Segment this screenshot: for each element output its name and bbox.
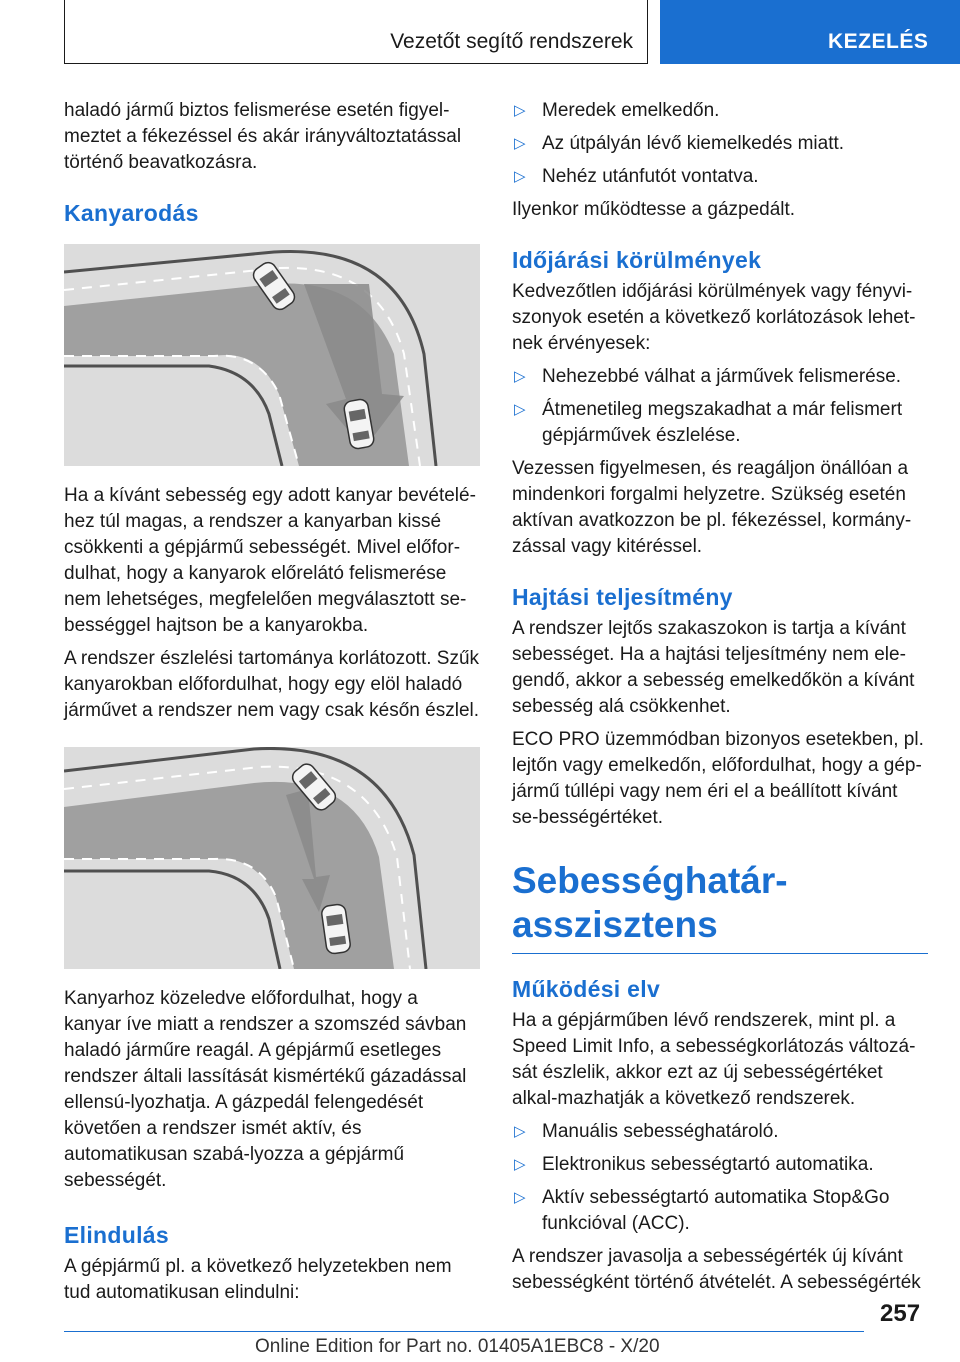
triangle-bullet-icon: ▷	[514, 168, 526, 185]
list-item: ▷ Nehéz utánfutót vontatva.	[512, 164, 928, 190]
triangle-bullet-icon: ▷	[514, 1156, 526, 1173]
triangle-bullet-icon: ▷	[514, 102, 526, 119]
paragraph-adjacent-lane: Kanyarhoz közeledve előfordulhat, hogy a kanyar íve miatt a rendszer a szomszéd sávban haladó járműre reagál. A gépjármű esetleges rendszer általi lassítását kismértékű gázadással ellensú-lyozhatja. A gázpedál felengedését követően a rendszer ismét aktív, és automatikusan szabá-lyozza a gépjármű sebességét.	[64, 988, 467, 1191]
header-frame	[64, 0, 648, 64]
list-weather-limits	[512, 364, 928, 449]
paragraph-suggestion: A rendszer javasolja a sebességérték új kívánt sebességként történő átvételét. A sebességérték	[512, 1246, 921, 1293]
paragraph-principle: Ha a gépjárműben lévő rendszerek, mint pl. a Speed Limit Info, a sebességkorlátozás változá-sát észlelik, akkor ezt az új sebességértéket alkal-mazhatják a következő rendszerek.	[512, 1010, 916, 1109]
section-divider	[512, 953, 928, 954]
list-systems	[512, 1119, 928, 1237]
curve-illustration-2	[64, 747, 480, 969]
heading-idojaras: Időjárási körülmények	[512, 247, 762, 273]
triangle-bullet-icon: ▷	[514, 368, 526, 385]
footer-rule	[64, 1331, 864, 1332]
list-item: ▷ Elektronikus sebességtartó automatika.	[512, 1152, 928, 1178]
list-item: ▷ Nehezebbé válhat a járművek felismerése.	[512, 364, 928, 390]
section-heading-line-1: Sebességhatár-	[512, 860, 788, 901]
paragraph-detection-range: A rendszer észlelési tartománya korlátozott. Szűk kanyarokban előfordulhat, hogy egy elöl haladó járművet a rendszer nem vagy csak későn észlel.	[64, 648, 480, 721]
heading-hajtasi: Hajtási teljesítmény	[512, 584, 733, 610]
curve-illustration-1	[64, 244, 480, 466]
triangle-bullet-icon: ▷	[514, 135, 526, 152]
list-item: ▷ Aktív sebességtartó automatika Stop&Go funkcióval (ACC).	[514, 1187, 890, 1234]
triangle-bullet-icon: ▷	[514, 1123, 526, 1140]
right-column	[512, 98, 928, 1303]
paragraph-power-2: ECO PRO üzemmódban bizonyos esetekben, pl. lejtőn vagy emelkedőn, előfordulhat, hogy a gép-jármű túllépi vagy nem éri el a beállított kívánt se-bességértéket.	[512, 729, 924, 828]
page-number: 257	[880, 1300, 921, 1327]
intro-paragraph: haladó jármű biztos felismerése esetén figyel-meztet a fékezéssel és akár irányváltoztatással történő beavatkozásra.	[64, 100, 462, 173]
list-item: ▷ Az útpályán lévő kiemelkedés miatt.	[512, 131, 928, 157]
paragraph-weather: Kedvezőtlen időjárási körülmények vagy fényvi-szonyok esetén a következő korlátozások lehet-nek érvényesek:	[512, 281, 916, 354]
chapter-tab	[660, 0, 960, 64]
heading-elindulas: Elindulás	[64, 1222, 169, 1248]
paragraph-use-pedal: Ilyenkor működtesse a gázpedált.	[512, 199, 796, 220]
list-item: ▷ Meredek emelkedőn.	[512, 98, 928, 124]
section-title: Vezetőt segítő rendszerek	[390, 30, 633, 53]
triangle-bullet-icon: ▷	[514, 401, 526, 418]
heading-mukodesi-elv: Működési elv	[512, 976, 661, 1002]
triangle-bullet-icon: ▷	[514, 1189, 526, 1206]
paragraph-drive-carefully: Vezessen figyelmesen, és reagáljon önállóan a mindenkori forgalmi helyzetre. Szükség esetén aktívan avatkozzon be pl. fékezéssel, kormány-zással vagy kitéréssel.	[512, 458, 912, 557]
left-column	[64, 98, 480, 1313]
paragraph-cannot-start: A gépjármű pl. a következő helyzetekben nem tud automatikusan elindulni:	[64, 1256, 452, 1303]
heading-kanyarodas: Kanyarodás	[64, 200, 199, 226]
paragraph-speed-in-curve: Ha a kívánt sebesség egy adott kanyar bevételé-hez túl magas, a rendszer a kanyarban kissé csökkenti a gépjármű sebességét. Mivel előfor-dulhat, hogy a kanyarok előrelátó felismerése nem lehetséges, megfelelően megválasztott se-bességgel hajtson be a kanyarokba.	[64, 485, 476, 636]
list-item: ▷ Átmenetileg megszakadhat a már felismert gépjárművek észlelése.	[514, 399, 903, 446]
chapter-tab-label: KEZELÉS	[828, 30, 929, 53]
footer-edition: Online Edition for Part no. 01405A1EBC8 - X/20	[255, 1336, 660, 1357]
paragraph-power-1: A rendszer lejtős szakaszokon is tartja a kívánt sebességet. Ha a hajtási teljesítmény nem ele-gendő, akkor a sebesség emelkedőkön a kívánt sebesség alá csökkenhet.	[512, 618, 915, 717]
section-heading-speed-limit-assist	[512, 859, 928, 954]
list-start-conditions	[512, 98, 928, 190]
list-item: ▷ Manuális sebességhatároló.	[512, 1119, 928, 1145]
section-heading-line-2: asszisztens	[512, 904, 718, 945]
